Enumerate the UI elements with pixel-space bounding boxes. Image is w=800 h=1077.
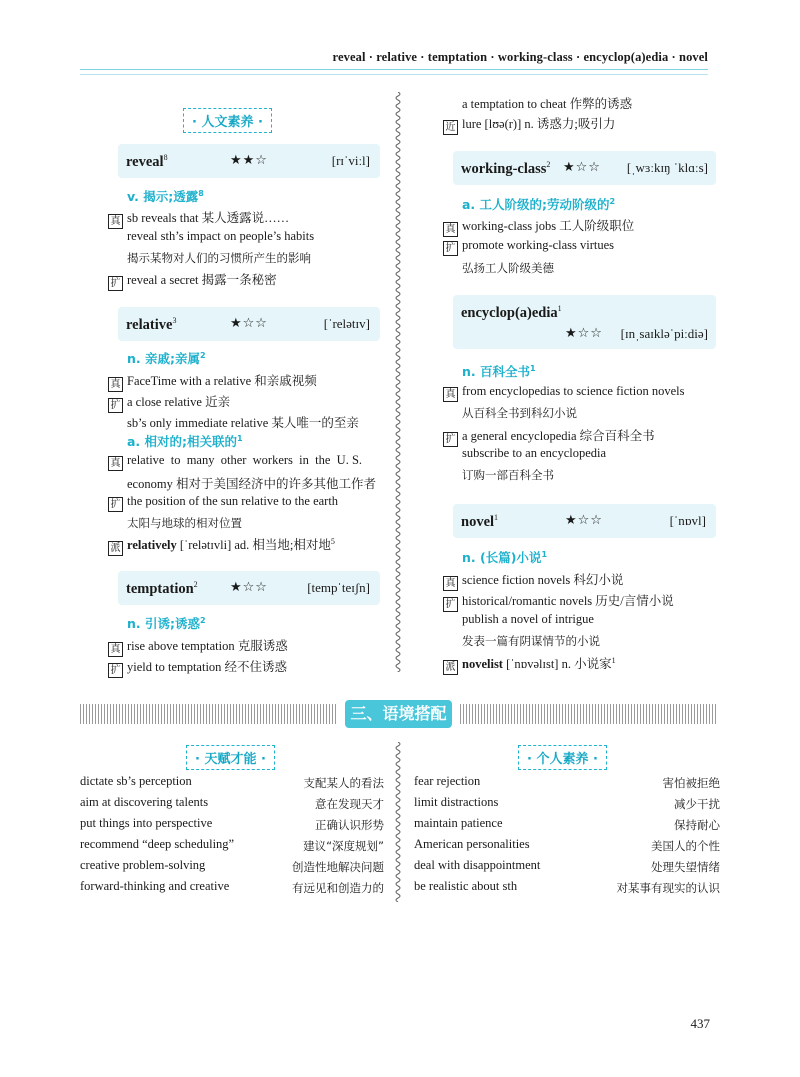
example-translation: 从百科全书到科幻小说	[462, 406, 577, 420]
extend-mark-icon: 扩	[108, 497, 123, 512]
example-line: 扩 historical/romantic novels 历史/言情小说	[443, 591, 674, 612]
example-translation: 揭示某物对人们的习惯所产生的影响	[127, 251, 311, 265]
collocation-row	[414, 858, 720, 873]
phonetic: [ˌwɜːkɪŋ ˈklɑːs]	[626, 160, 708, 175]
word-box-temptation	[118, 571, 380, 605]
headword: temptation$^2$	[126, 580, 198, 597]
headword: encyclop(a)edia$^1$	[461, 304, 562, 321]
collocation-row	[80, 837, 384, 852]
headword: novel$^1$	[461, 513, 499, 530]
collocation-row	[414, 837, 720, 852]
column-divider-bottom	[392, 742, 404, 902]
collocation-row	[414, 879, 720, 894]
collocation-en: fear rejection	[414, 774, 481, 788]
frequency-stars: ★☆☆	[230, 580, 268, 595]
example-line: 真 working-class jobs 工人阶级职位	[443, 216, 634, 237]
example-line: 扩 promote working-class virtues	[443, 238, 614, 256]
frequency-stars: ★☆☆	[230, 316, 268, 331]
column-divider-top	[392, 92, 404, 672]
word-box-relative	[118, 307, 380, 341]
collocation-en: recommend “deep scheduling”	[80, 837, 235, 851]
example-line: 扩 reveal a secret 揭露一条秘密	[108, 270, 277, 291]
example-line: a temptation to cheat 作弊的诱惑	[462, 97, 633, 111]
example-line: publish a novel of intrigue	[462, 612, 594, 626]
collocation-zh: 建议“深度规划”	[303, 839, 384, 853]
phonetic: [ˈnɒvl]	[669, 513, 706, 528]
collocation-zh: 创造性地解决问题	[292, 860, 384, 874]
frequency-stars: ★☆☆	[565, 513, 603, 528]
example-translation: 发表一篇有阴谋情节的小说	[462, 634, 600, 648]
example-translation: 弘扬工人阶级美德	[462, 261, 554, 275]
exam-mark-icon: 真	[443, 222, 458, 237]
collocation-row	[414, 774, 720, 789]
collocation-en: be realistic about sth	[414, 879, 518, 893]
part-of-speech: n. 百科全书$^1$	[462, 363, 536, 379]
extend-mark-icon: 扩	[108, 276, 123, 291]
collocation-row	[80, 816, 384, 831]
collocation-zh: 处理失望情绪	[651, 860, 720, 874]
collocation-en: creative problem-solving	[80, 858, 206, 872]
collocation-en: deal with disappointment	[414, 858, 541, 872]
extend-mark-icon: 扩	[443, 241, 458, 256]
collocation-row	[80, 774, 384, 789]
example-line: sb’s only immediate relative 某人唯一的至亲	[127, 416, 359, 430]
phonetic: [rɪˈviːl]	[331, 153, 370, 168]
headword: reveal$^8$	[126, 153, 168, 170]
collocation-en: limit distractions	[414, 795, 499, 809]
collocation-row	[80, 858, 384, 873]
banner-hatch-right	[460, 704, 716, 724]
frequency-stars: ★☆☆	[563, 160, 601, 175]
section-banner	[80, 700, 716, 726]
synonym-mark-icon: 近	[443, 120, 458, 135]
collocation-zh: 支配某人的看法	[303, 776, 384, 790]
header-rule	[80, 69, 708, 75]
example-line: subscribe to an encyclopedia	[462, 446, 607, 460]
example-translation: 太阳与地球的相对位置	[127, 516, 242, 530]
phonetic: [ˈrelətɪv]	[323, 316, 370, 331]
word-box-working-class	[453, 151, 716, 185]
collocation-en: dictate sb’s perception	[80, 774, 192, 788]
word-box-encyclopedia	[453, 295, 716, 349]
collocation-zh: 减少干扰	[674, 797, 720, 811]
section-tag-personal: · 个人素养 ·	[518, 745, 607, 770]
word-box-reveal	[118, 144, 380, 178]
example-line: 扩 a close relative 近亲	[108, 392, 230, 413]
collocation-row	[414, 816, 720, 831]
headword: relative$^3$	[126, 316, 177, 333]
exam-mark-icon: 真	[108, 456, 123, 471]
part-of-speech: n. 引诱;诱惑$^2$	[127, 615, 206, 631]
collocation-en: put things into perspective	[80, 816, 213, 830]
collocation-en: aim at discovering talents	[80, 795, 209, 809]
collocation-row	[80, 879, 384, 894]
example-line: 扩 yield to temptation 经不住诱惑	[108, 657, 287, 678]
part-of-speech: a. 工人阶级的;劳动阶级的$^2$	[462, 196, 616, 212]
part-of-speech: n. (长篇)小说$^1$	[462, 549, 548, 565]
extend-mark-icon: 扩	[443, 597, 458, 612]
collocation-row	[80, 795, 384, 810]
part-of-speech: v. 揭示;透露$^8$	[127, 188, 204, 204]
example-line: 真 from encyclopedias to science fiction novels	[443, 384, 685, 402]
example-line: 扩 the position of the sun relative to the earth	[108, 494, 338, 512]
collocation-en: maintain patience	[414, 816, 503, 830]
frequency-stars: ★★☆	[230, 153, 268, 168]
collocation-row	[414, 795, 720, 810]
exam-mark-icon: 真	[108, 214, 123, 229]
exam-mark-icon: 真	[443, 387, 458, 402]
collocation-zh: 意在发现天才	[315, 797, 384, 811]
derived-mark-icon: 派	[108, 541, 123, 556]
collocation-zh: 美国人的个性	[651, 839, 720, 853]
page-number: 437	[690, 1016, 710, 1031]
collocation-en: forward-thinking and creative	[80, 879, 230, 893]
example-line: 真 sb reveals that 某人透露说……	[108, 208, 289, 229]
derived-line: 派 novelist [ˈnɒvəlɪst] n. 小说家$^1$	[443, 654, 616, 675]
banner-title: 三、语境搭配	[345, 700, 452, 728]
word-box-novel	[453, 504, 716, 538]
example-translation: 订购一部百科全书	[462, 468, 554, 482]
synonym-line: 近 lure [lʊə(r)] n. 诱惑力;吸引力	[443, 114, 615, 135]
collocation-en: American personalities	[414, 837, 530, 851]
frequency-stars: ★☆☆	[565, 326, 603, 341]
example-line: 真 relative to many other workers in the U. S.	[108, 453, 362, 471]
collocation-zh: 害怕被拒绝	[662, 776, 720, 790]
phonetic: [tempˈteɪʃn]	[307, 580, 370, 595]
example-line: 真 science fiction novels 科幻小说	[443, 570, 623, 591]
example-line: reveal sth’s impact on people’s habits	[127, 229, 315, 243]
exam-mark-icon: 真	[108, 377, 123, 392]
collocation-zh: 对某事有现实的认识	[616, 881, 720, 895]
part-of-speech: a. 相对的;相关联的$^1$	[127, 433, 243, 449]
part-of-speech: n. 亲戚;亲属$^2$	[127, 350, 206, 366]
banner-hatch-left	[80, 704, 338, 724]
example-line: 真 FaceTime with a relative 和亲戚视频	[108, 371, 317, 392]
example-line: 扩 a general encyclopedia 综合百科全书	[443, 426, 655, 447]
collocation-zh: 有远见和创造力的	[292, 881, 384, 895]
phonetic: [ɪnˌsaɪkləˈpiːdiə]	[620, 326, 708, 341]
exam-mark-icon: 真	[108, 642, 123, 657]
section-tag-talent: · 天赋才能 ·	[186, 745, 275, 770]
running-header: reveal · relative · temptation · working-class · encyclop(a)edia · novel	[332, 50, 708, 64]
exam-mark-icon: 真	[443, 576, 458, 591]
section-tag-humanities: · 人文素养 ·	[183, 108, 272, 133]
collocation-zh: 保持耐心	[674, 818, 720, 832]
collocation-zh: 正确认识形势	[315, 818, 384, 832]
extend-mark-icon: 扩	[108, 663, 123, 678]
derived-mark-icon: 派	[443, 660, 458, 675]
derived-line: 派 relatively [ˈrelətɪvli] ad. 相当地;相对地$^5$	[108, 535, 335, 556]
example-line: economy 相对于美国经济中的许多其他工作者	[127, 477, 376, 491]
extend-mark-icon: 扩	[108, 398, 123, 413]
example-line: 真 rise above temptation 克服诱惑	[108, 636, 288, 657]
extend-mark-icon: 扩	[443, 432, 458, 447]
headword: working-class$^2$	[461, 160, 551, 177]
